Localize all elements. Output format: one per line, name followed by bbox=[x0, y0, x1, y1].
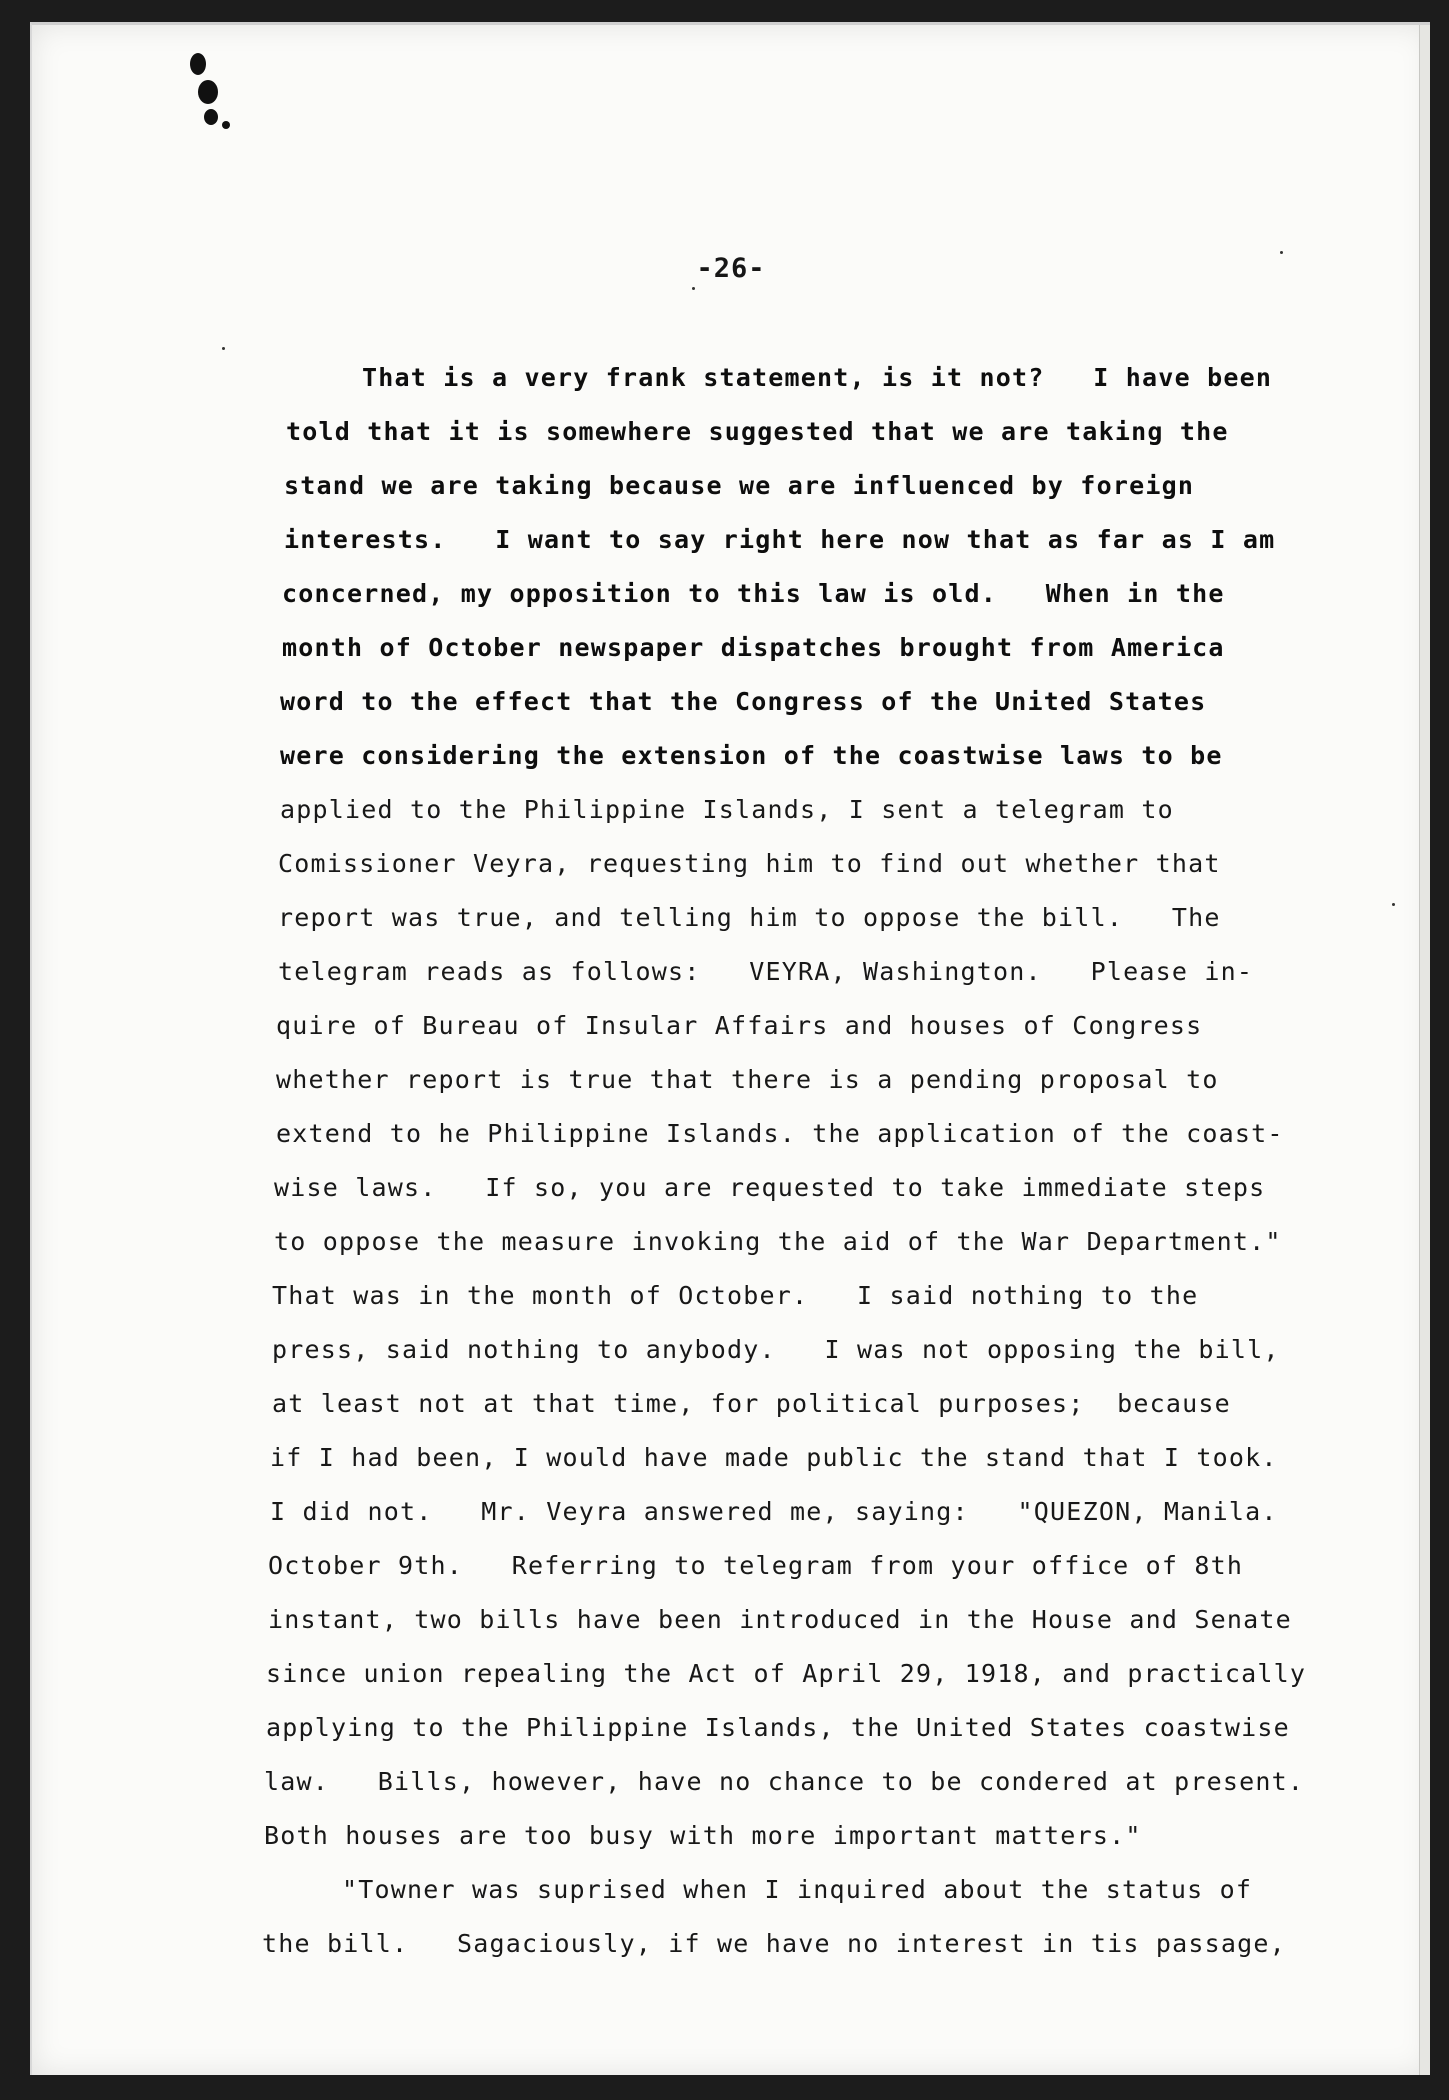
text-line: since union repealing the Act of April 29, 1918, and practically bbox=[266, 1659, 1307, 1688]
text-line: told that it is somewhere suggested that we are taking the bbox=[286, 417, 1229, 446]
text-line: telegram reads as follows: VEYRA, Washington. Please in- bbox=[278, 957, 1254, 986]
text-line: word to the effect that the Congress of the United States bbox=[280, 687, 1207, 716]
ink-blot bbox=[222, 121, 230, 129]
text-line: were considering the extension of the coastwise laws to be bbox=[280, 741, 1223, 770]
ink-blot bbox=[190, 53, 206, 75]
text-line: October 9th. Referring to telegram from your office of 8th bbox=[268, 1551, 1244, 1580]
text-line: law. Bills, however, have no chance to be condered at present. bbox=[264, 1767, 1305, 1796]
text-line: interests. I want to say right here now that as far as I am bbox=[284, 525, 1276, 554]
text-line: I did not. Mr. Veyra answered me, saying: "QUEZON, Manila. bbox=[270, 1497, 1278, 1526]
text-line: extend to he Philippine Islands. the application of the coast- bbox=[276, 1119, 1284, 1148]
text-line: to oppose the measure invoking the aid of the War Department." bbox=[274, 1227, 1282, 1256]
text-line: That was in the month of October. I said nothing to the bbox=[272, 1281, 1199, 1310]
paper-speck bbox=[692, 287, 695, 290]
text-line: if I had been, I would have made public the stand that I took. bbox=[270, 1443, 1278, 1472]
text-line: month of October newspaper dispatches brought from America bbox=[282, 633, 1225, 662]
paper-speck bbox=[1392, 903, 1395, 906]
text-line: Comissioner Veyra, requesting him to find out whether that bbox=[278, 849, 1221, 878]
text-line: report was true, and telling him to oppose the bill. The bbox=[278, 903, 1221, 932]
text-line: concerned, my opposition to this law is old. When in the bbox=[282, 579, 1225, 608]
text-line: press, said nothing to anybody. I was not opposing the bill, bbox=[272, 1335, 1280, 1364]
page-number: -26- bbox=[696, 253, 766, 284]
text-line: instant, two bills have been introduced in the House and Senate bbox=[268, 1605, 1292, 1634]
text-line: wise laws. If so, you are requested to take immediate steps bbox=[274, 1173, 1266, 1202]
text-line: the bill. Sagaciously, if we have no interest in tis passage, bbox=[262, 1929, 1286, 1958]
ink-blot bbox=[198, 80, 218, 104]
text-line: "Towner was suprised when I inquired about the status of bbox=[342, 1875, 1253, 1904]
ink-blot bbox=[204, 109, 218, 125]
text-line: applied to the Philippine Islands, I sent a telegram to bbox=[280, 795, 1174, 824]
paper-speck bbox=[222, 347, 225, 350]
text-line: applying to the Philippine Islands, the United States coastwise bbox=[266, 1713, 1290, 1742]
text-line: That is a very frank statement, is it not? I have been bbox=[362, 363, 1273, 392]
text-line: stand we are taking because we are influenced by foreign bbox=[284, 471, 1195, 500]
text-line: Both houses are too busy with more important matters." bbox=[264, 1821, 1142, 1850]
document-page bbox=[30, 22, 1430, 2075]
text-line: quire of Bureau of Insular Affairs and houses of Congress bbox=[276, 1011, 1203, 1040]
text-line: whether report is true that there is a pending proposal to bbox=[276, 1065, 1219, 1094]
text-line: at least not at that time, for political purposes; because bbox=[272, 1389, 1231, 1418]
